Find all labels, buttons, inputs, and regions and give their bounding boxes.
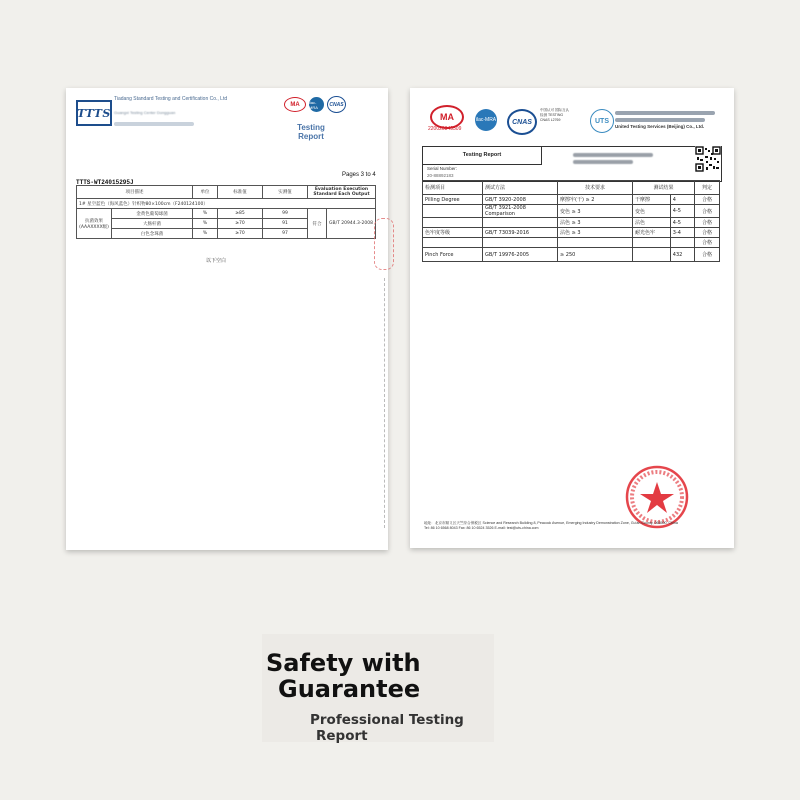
verdict-cell: 合格 xyxy=(695,218,720,228)
val-cell: 97 xyxy=(263,229,308,239)
page-count: Pages 3 to 4 xyxy=(342,172,376,178)
cnas-label: 中国认可 国际互认 检测 TESTING CNAS L2769 xyxy=(540,108,569,122)
result-label xyxy=(633,248,671,262)
subheadline-line1: Professional Testing xyxy=(310,712,464,728)
uts-english-name: United Testing Services (Beijing) Co., Ltd. xyxy=(615,124,705,129)
table-footer-note: 以下空白 xyxy=(206,258,227,264)
client-name-redacted xyxy=(573,160,633,164)
verdict-cell: 合格 xyxy=(695,238,720,248)
result-label xyxy=(633,238,671,248)
result-cell xyxy=(670,238,694,248)
right-test-report xyxy=(410,88,734,548)
table-row xyxy=(77,209,376,219)
table-header-row xyxy=(77,186,376,199)
verdict-cell: 符合 xyxy=(308,209,327,239)
col-std: 标准值 xyxy=(218,186,263,199)
item-cell: 色牢度等级 xyxy=(423,228,483,238)
req-cell: 沾色 ≥ 3 xyxy=(558,218,633,228)
headline-line2: Guarantee xyxy=(278,675,421,703)
product-desc: 1# 星空蓝色（海风蓝色）针织物80×100cm（F240124100） xyxy=(77,199,376,209)
col-val: 实测值 xyxy=(263,186,308,199)
cma-number: 220020349509 xyxy=(428,126,462,132)
method-cell: GB/T 73039-2016 xyxy=(483,228,558,238)
item-cell xyxy=(423,238,483,248)
footer-address: 地址：北京市顺义区天竺综合保税区 Science and Research Building 8, Peacock Avenue, Emerging Industry Demonstration Zone, Gu'an County, 065500, China xyxy=(424,521,678,525)
left-test-report xyxy=(66,88,388,550)
item-name: 抗菌效果 xyxy=(85,218,103,224)
org-name: Tiadang Standard Testing and Certification Co., Ltd xyxy=(114,96,228,102)
result-cell: 4-5 xyxy=(670,218,694,228)
col-item: 项目描述 xyxy=(77,186,193,199)
item-cell xyxy=(77,209,112,239)
val-cell: 91 xyxy=(263,219,308,229)
report-title-line1: Testing xyxy=(297,123,325,132)
result-cell: 4 xyxy=(670,195,694,205)
req-cell: ≥ 250 xyxy=(558,248,633,262)
col-verdict: 判定 xyxy=(695,181,720,195)
col-method: 测试方法 xyxy=(483,181,558,195)
cnas-seal-icon: CNAS xyxy=(327,96,346,113)
serial-number: 20-88892183 xyxy=(427,173,454,178)
left-result-table xyxy=(76,185,376,239)
table-row xyxy=(423,228,720,238)
product-row xyxy=(77,199,376,209)
result-label: 变色 xyxy=(633,205,671,218)
std-cell: ≥70 xyxy=(218,219,263,229)
table-row xyxy=(423,238,720,248)
result-cell: 3-4 xyxy=(670,228,694,238)
ilac-mra-seal-icon: ilac-MRA xyxy=(475,109,497,131)
table-row xyxy=(423,218,720,228)
item-cell xyxy=(423,205,483,218)
result-label: 沾色 xyxy=(633,218,671,228)
page-edge-divider xyxy=(384,278,386,528)
client-name-redacted xyxy=(573,153,653,157)
sub-item: 金黄色葡萄球菌 xyxy=(112,209,193,219)
footer-contact: Tel: 86 10 6568 8043 Fax: 86 10 6524 3526 E-mail: test@uts-china.com xyxy=(424,526,539,530)
method-cell xyxy=(483,218,558,228)
ilac-seal-icon: ilac-MRA xyxy=(309,97,324,112)
result-label: 干摩擦 xyxy=(633,195,671,205)
req-cell: 摩擦牢(干) ≥ 2 xyxy=(558,195,633,205)
right-report-footer xyxy=(424,521,724,531)
accreditation-seals xyxy=(284,96,346,113)
report-title-line2: Report xyxy=(298,132,324,141)
result-cell: 432 xyxy=(670,248,694,262)
headline-line1: Safety with xyxy=(266,649,421,677)
uts-logo-icon: UTS xyxy=(590,109,614,133)
uts-cn-name-line xyxy=(615,118,705,122)
method-cell: GB/T 19976-2005 xyxy=(483,248,558,262)
method-cell: GB/T 3921-2008 Comparison xyxy=(483,205,558,218)
side-stamp-icon xyxy=(374,218,394,270)
verdict-cell: 合格 xyxy=(695,248,720,262)
report-title xyxy=(288,123,334,141)
verdict-cell: 合格 xyxy=(695,195,720,205)
result-cell: 4-5 xyxy=(670,205,694,218)
sub-item: 白色念珠菌 xyxy=(112,229,193,239)
standard-cell: GB/T 20944.3-2008 xyxy=(327,209,376,239)
col-item: 检测项目 xyxy=(423,181,483,195)
col-eval xyxy=(308,186,376,199)
std-cell: ≥70 xyxy=(218,229,263,239)
table-header-row xyxy=(423,181,720,195)
col-eval-line1: Evaluation Execution Standard xyxy=(313,187,369,197)
ttts-logo: TTTS xyxy=(76,100,112,126)
verdict-cell: 合格 xyxy=(695,228,720,238)
serial-label: Serial Number: xyxy=(427,166,458,171)
cnas-seal-icon: CNAS xyxy=(507,109,537,135)
method-cell: GB/T 3920-2008 xyxy=(483,195,558,205)
item-cell: Pinch Force xyxy=(423,248,483,262)
col-requirement: 技术要求 xyxy=(558,181,633,195)
item-cell: Pilling Degree xyxy=(423,195,483,205)
col-eval-line2: Each Output xyxy=(338,192,370,197)
report-title: Testing Report xyxy=(423,147,542,165)
unit-cell: % xyxy=(193,229,218,239)
unit-cell: % xyxy=(193,219,218,229)
col-unit: 单位 xyxy=(193,186,218,199)
ma-seal-icon: MA xyxy=(284,97,306,112)
table-row xyxy=(423,205,720,218)
std-cell: ≥85 xyxy=(218,209,263,219)
uts-cn-name-line xyxy=(615,111,715,115)
report-header-box xyxy=(422,146,722,182)
table-row xyxy=(423,195,720,205)
req-cell: 沾色 ≥ 3 xyxy=(558,228,633,238)
subheadline xyxy=(310,712,510,744)
val-cell: 99 xyxy=(263,209,308,219)
headline xyxy=(266,650,486,702)
org-name-2: Guangxi Testing Center Dongguan xyxy=(114,110,176,115)
col-result: 测试结果 xyxy=(633,181,695,195)
verdict-cell: 合格 xyxy=(695,205,720,218)
qr-code-icon xyxy=(695,146,721,172)
table-row xyxy=(423,248,720,262)
req-cell xyxy=(558,238,633,248)
result-label: 耐光色牢 xyxy=(633,228,671,238)
item-cell xyxy=(423,218,483,228)
item-grade: (AAAXXXX级) xyxy=(79,224,109,230)
org-address-line xyxy=(114,122,194,126)
req-cell: 变色 ≥ 3 xyxy=(558,205,633,218)
unit-cell: % xyxy=(193,209,218,219)
report-number: TTTS-WT24015295J xyxy=(76,179,134,186)
sub-item: 大肠杆菌 xyxy=(112,219,193,229)
method-cell xyxy=(483,238,558,248)
cma-seal-icon: MA xyxy=(430,105,464,129)
subheadline-line2: Report xyxy=(316,728,368,744)
right-result-table xyxy=(422,180,720,262)
